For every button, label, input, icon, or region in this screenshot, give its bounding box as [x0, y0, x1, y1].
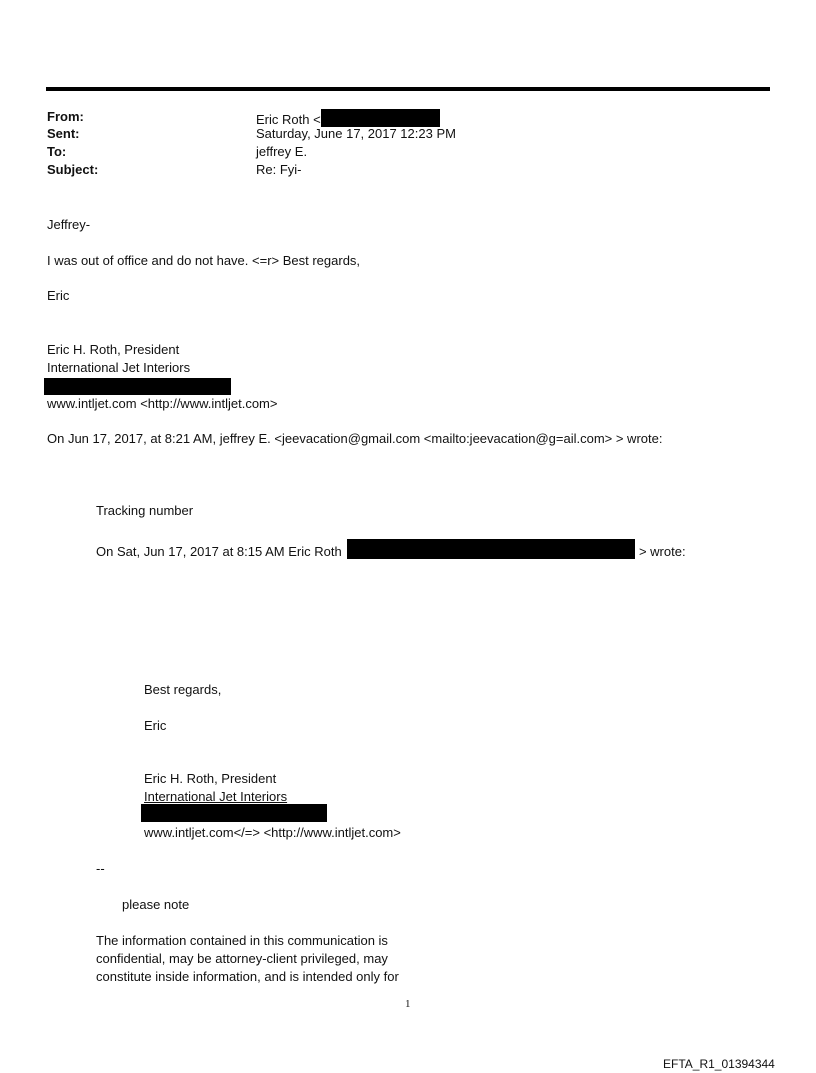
- header-rule: [46, 87, 770, 91]
- redaction-box: [347, 539, 635, 559]
- from-label: From:: [47, 109, 84, 124]
- quoted-text: Tracking number: [96, 503, 194, 518]
- to-label: To:: [47, 144, 67, 159]
- sent-value: Saturday, June 17, 2017 12:23 PM: [256, 126, 456, 141]
- redaction-box: [44, 378, 231, 395]
- signature-website[interactable]: www.intljet.com <http://www.intljet.com>: [47, 396, 278, 411]
- subject-label: Subject:: [47, 162, 99, 177]
- quoted-signature-name: Eric H. Roth, President: [144, 771, 277, 786]
- quote-intro-nested: [96, 539, 686, 560]
- disclaimer-line: confidential, may be attorney-client privileged, may: [96, 951, 388, 966]
- disclaimer-line: constitute inside information, and is intended only for: [96, 969, 399, 984]
- page-number: 1: [405, 998, 411, 1010]
- disclaimer-line: The information contained in this communication is: [96, 933, 388, 948]
- quoted-signature-company: International Jet Interiors: [144, 789, 288, 804]
- to-value: jeffrey E.: [256, 144, 308, 159]
- quoted-regards: Best regards,: [144, 682, 222, 697]
- quote-intro: On Jun 17, 2017, at 8:21 AM, jeffrey E. <jeevacation@gmail.com <mailto:jeevacation@g=ail.com> > wrote:: [47, 431, 663, 446]
- separator: --: [96, 861, 105, 876]
- subject-value: Re: Fyi-: [256, 162, 302, 177]
- signature-company: International Jet Interiors: [47, 360, 191, 375]
- signoff: Eric: [47, 288, 70, 303]
- greeting: Jeffrey-: [47, 217, 91, 232]
- body-line: I was out of office and do not have. <=r> Best regards,: [47, 253, 361, 268]
- redaction-box: [321, 109, 440, 127]
- quoted-signoff: Eric: [144, 718, 167, 733]
- signature-name: Eric H. Roth, President: [47, 342, 180, 357]
- document-id: EFTA_R1_01394344: [663, 1057, 775, 1071]
- redaction-box: [141, 804, 327, 822]
- sent-label: Sent:: [47, 126, 80, 141]
- from-sender: Eric Roth <: [256, 112, 321, 127]
- note-heading: please note: [122, 897, 190, 912]
- quoted-signature-website[interactable]: www.intljet.com</=> <http://www.intljet.com>: [144, 825, 401, 840]
- quote-intro-end: > wrote:: [638, 544, 686, 559]
- quote-intro-start: On Sat, Jun 17, 2017 at 8:15 AM Eric Roth: [96, 544, 342, 559]
